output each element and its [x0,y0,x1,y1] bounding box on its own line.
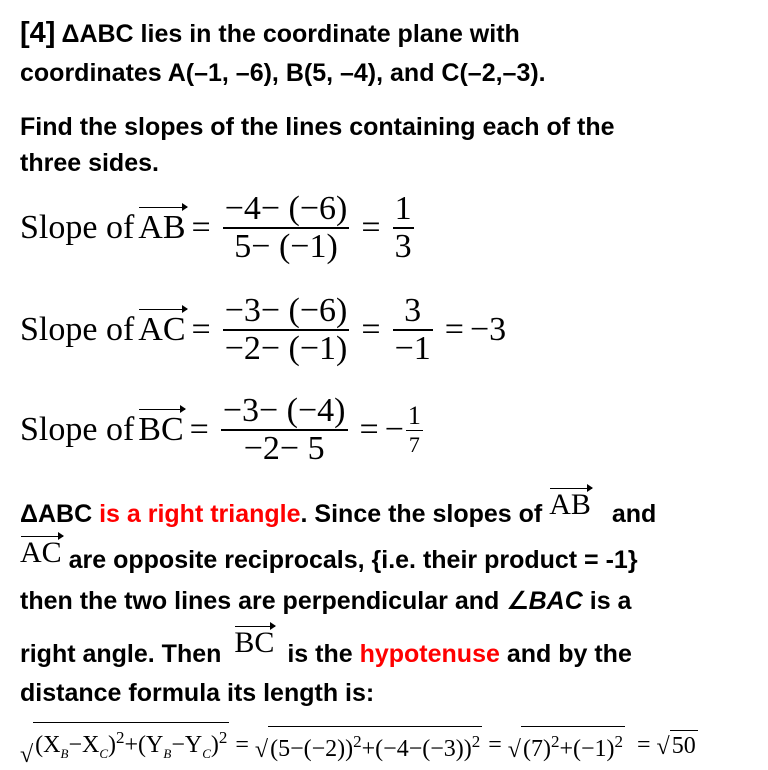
conclusion-line-3: then the two lines are perpendicular and ∠BAC is a [20,587,632,615]
slope-ac-result: −3 [469,311,507,348]
segment-bc-inline: BC [234,626,275,659]
slope-ab-fraction: $\frac{-4- (-6)}{5- (-1)}$ [224,190,348,265]
problem-line-3: Find the slopes of the lines containing each of the [20,113,615,141]
triangle-label: ΔABC [20,500,93,528]
radical-sign-icon: √ [20,741,34,768]
conclusion-line-1: ΔABC is a right triangle. Since the slopes of AB and [20,488,657,528]
slope-ac-equation: Slope of AC = $\frac{-3- (-6)}{-2- (-1)}$ = $\frac{3}{-1}$ = −3 [20,292,507,367]
radical-sign-icon: √ [507,737,521,764]
slope-label: Slope of [20,311,135,348]
conclusion-line-4: right angle. Then BC is the hypotenuse and by the [20,626,632,668]
slope-ab-equation: Slope of AB = $\frac{-4- (-6)}{5- (-1)}$ = $\frac{1}{3}$ [20,190,412,265]
problem-number: [4] [20,17,56,49]
segment-ac: AC [138,311,186,348]
segment-ac-inline: AC [20,536,62,569]
problem-header [20,18,520,49]
hypotenuse-highlight: hypotenuse [359,640,500,668]
segment-ab: AB [138,209,186,246]
conclusion-line-2: AC are opposite reciprocals, {i.e. their product = -1} [20,536,638,574]
right-triangle-highlight: is a right triangle [99,500,301,528]
slope-bc-result: $\frac{1}{7}$ [407,400,421,457]
distance-radical-general: √ $(X_B-X_C)^2+(Y_B-Y_C)^2$ [20,722,229,769]
slope-ac-reduced: $\frac{3}{-1}$ [394,292,431,367]
radical-sign-icon: √ [656,733,670,760]
distance-radical-simplified: √ $(7)^2+(-1)^2$ [508,726,625,764]
slope-label: Slope of [20,209,135,246]
segment-bc: BC [138,411,184,448]
segment-ab-inline: AB [549,488,591,521]
slope-bc-minus: − [384,411,404,448]
angle-bac: ∠BAC [506,587,583,615]
problem-line-4: three sides. [20,149,159,177]
slope-bc-equation: Slope of BC = $\frac{-3- (-4)}{-2- 5}$ = − $\frac{1}{7}$ [20,392,421,467]
conclusion-line-5: distance formula its length is: [20,679,375,707]
distance-radical-substituted: √ $(5-(-2))^2+(-4-(-3))^2$ [255,726,482,764]
distance-result: √ 50 [657,730,698,761]
radical-sign-icon: √ [254,737,269,764]
slope-ac-fraction: $\frac{-3- (-6)}{-2- (-1)}$ [224,292,348,367]
slope-bc-fraction: $\frac{-3- (-4)}{-2- 5}$ [222,392,346,467]
slope-ab-result: $\frac{1}{3}$ [394,190,412,265]
distance-formula: √ $(X_B-X_C)^2+(Y_B-Y_C)^2$ = √ $(5-(-2))^2+(-4-(-3))^2$ = √ $(7)^2+(-1)^2$ = √ 50 [20,722,698,769]
problem-line-2: coordinates A(–1, –6), B(5, –4), and C(–2,–3). [20,59,546,87]
slope-label: Slope of [20,411,135,448]
problem-line-1: ΔABC lies in the coordinate plane with [61,20,520,48]
